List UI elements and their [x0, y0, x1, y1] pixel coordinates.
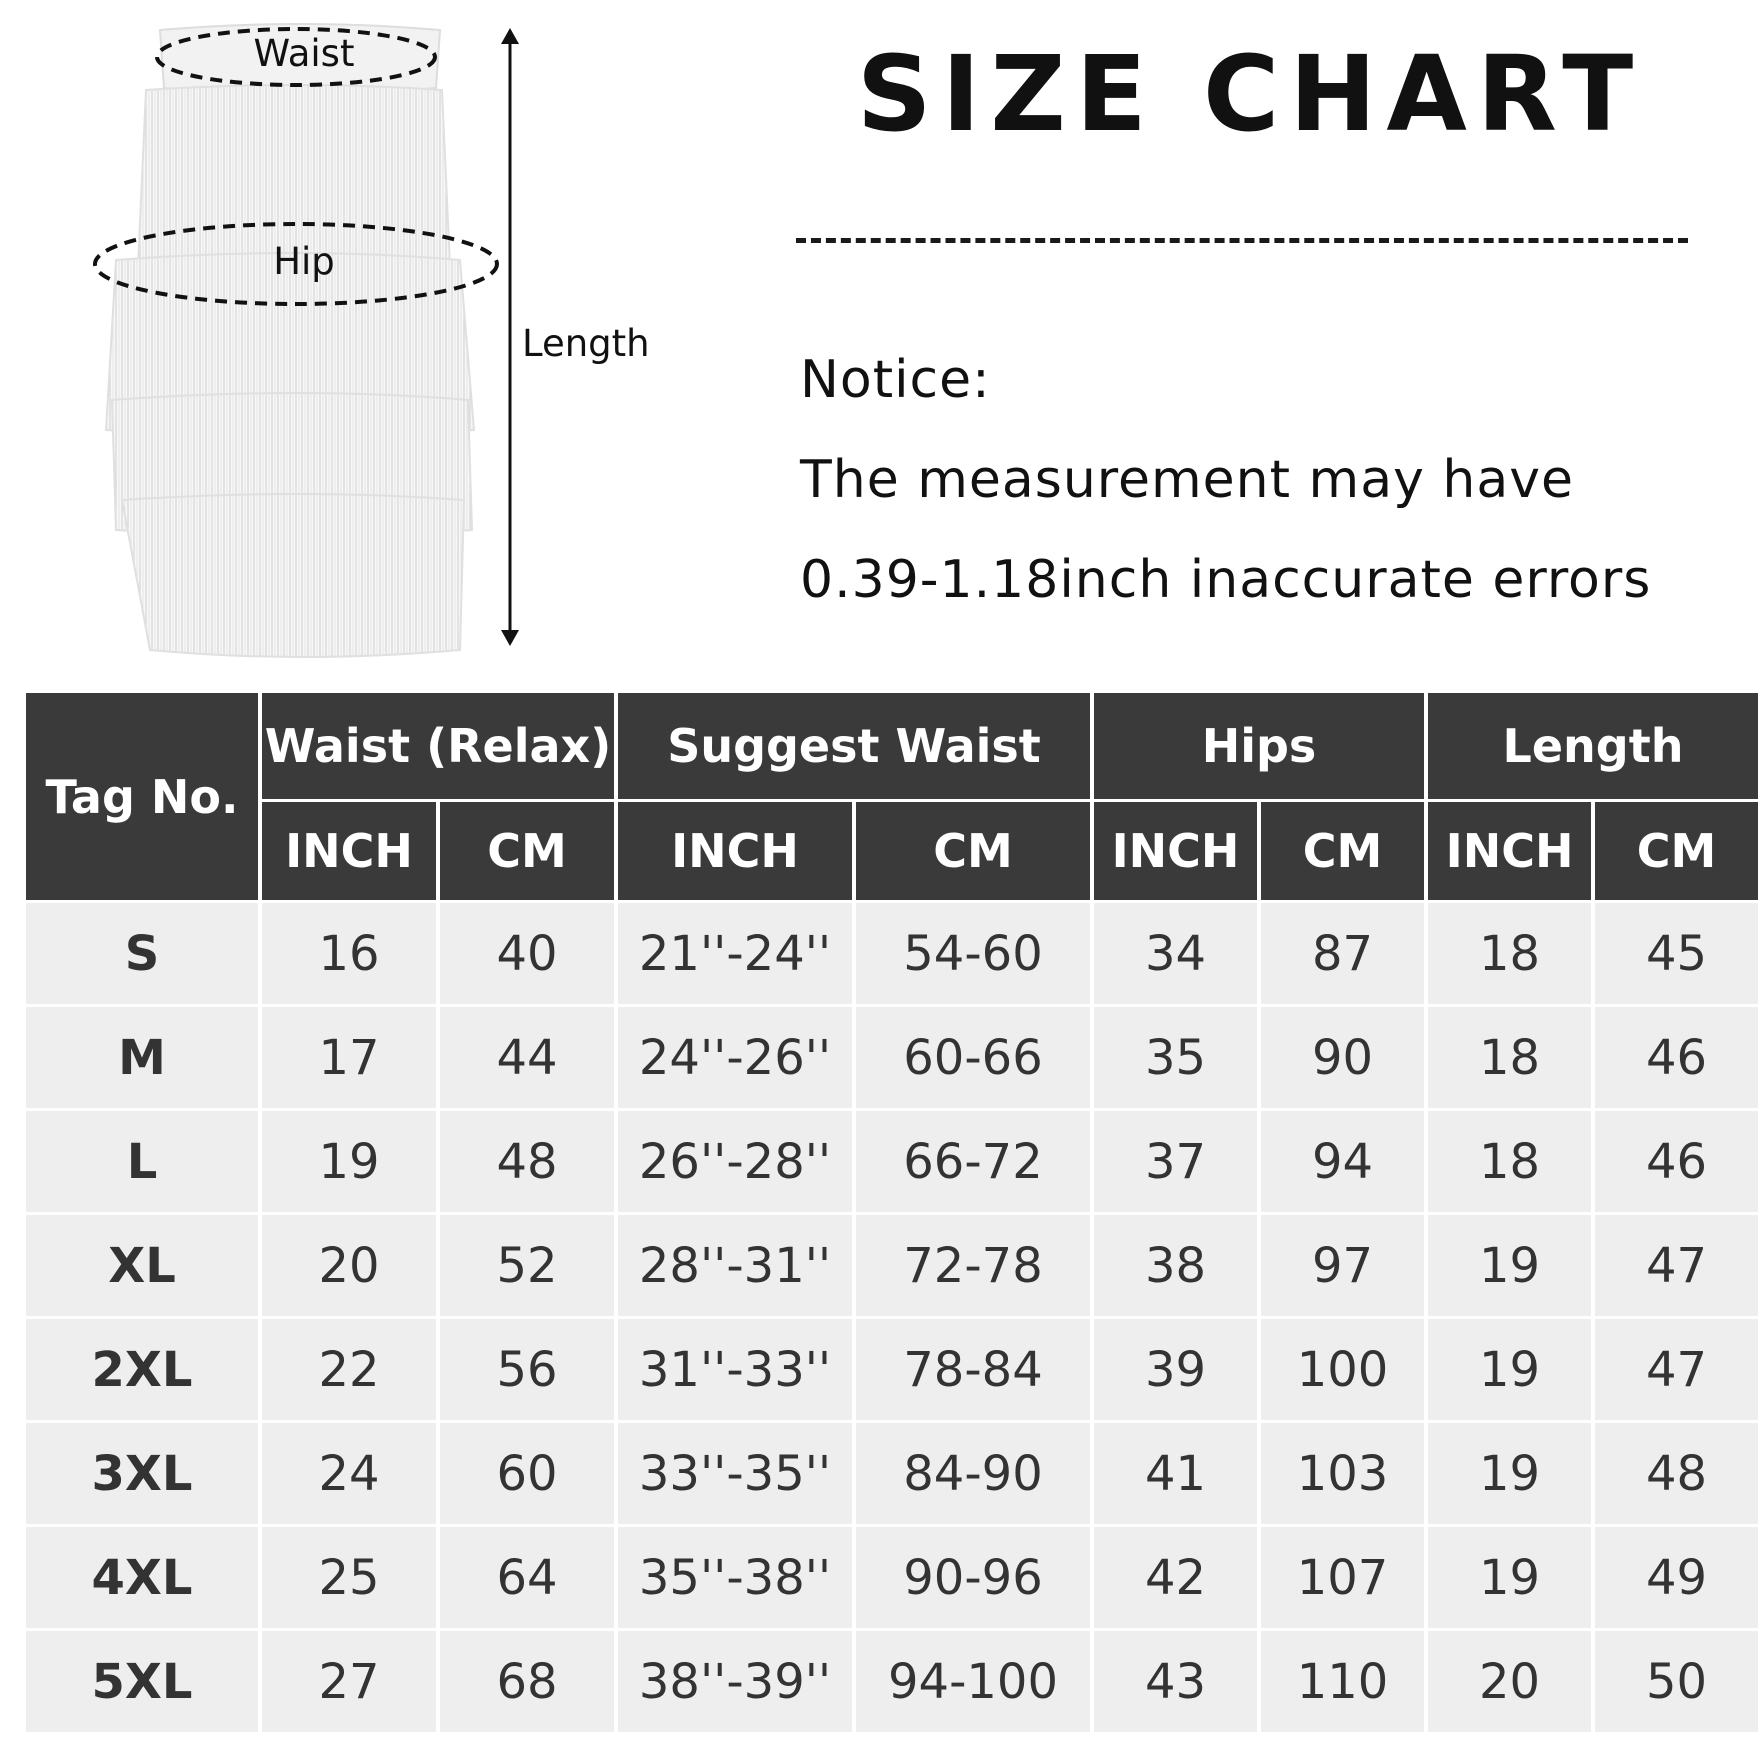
table-cell: 49: [1595, 1527, 1758, 1628]
table-row: [26, 1527, 1758, 1628]
table-cell: 90-96: [856, 1527, 1090, 1628]
table-cell: 46: [1595, 1111, 1758, 1212]
notice-text-line-1: The measurement may have: [800, 450, 1574, 510]
header-waist-relax: Waist (Relax): [262, 693, 614, 799]
table-cell: 18: [1428, 903, 1591, 1004]
tag-cell: M: [26, 1007, 258, 1108]
table-cell: 37: [1094, 1111, 1257, 1212]
hip-label: Hip: [273, 240, 335, 283]
table-cell: 47: [1595, 1215, 1758, 1316]
unit-header: INCH: [1094, 802, 1257, 900]
table-cell: 72-78: [856, 1215, 1090, 1316]
table-cell: 66-72: [856, 1111, 1090, 1212]
table-row: [26, 1319, 1758, 1420]
table-cell: 34: [1094, 903, 1257, 1004]
length-arrow-top: [501, 28, 519, 44]
table-cell: 48: [440, 1111, 614, 1212]
table-cell: 17: [262, 1007, 436, 1108]
notice-heading: Notice:: [800, 350, 991, 410]
table-cell: 19: [1428, 1527, 1591, 1628]
header-length: Length: [1428, 693, 1758, 799]
skirt-fringe-tier-4: [122, 494, 464, 657]
table-row: [26, 1007, 1758, 1108]
tag-cell: 5XL: [26, 1631, 258, 1732]
unit-header: CM: [1261, 802, 1424, 900]
table-cell: 90: [1261, 1007, 1424, 1108]
table-cell: 25: [262, 1527, 436, 1628]
skirt-figure: [60, 10, 720, 670]
table-cell: 31''-33'': [618, 1319, 852, 1420]
notice-text-line-2: 0.39-1.18inch inaccurate errors: [800, 550, 1652, 610]
header-hips: Hips: [1094, 693, 1424, 799]
table-cell: 35: [1094, 1007, 1257, 1108]
unit-header: CM: [440, 802, 614, 900]
table-cell: 43: [1094, 1631, 1257, 1732]
table-cell: 20: [1428, 1631, 1591, 1732]
tag-cell: 3XL: [26, 1423, 258, 1524]
table-row: [26, 1215, 1758, 1316]
table-cell: 19: [1428, 1215, 1591, 1316]
table-row: [26, 1631, 1758, 1732]
table-cell: 27: [262, 1631, 436, 1732]
table-cell: 103: [1261, 1423, 1424, 1524]
table-cell: 45: [1595, 903, 1758, 1004]
table-cell: 94: [1261, 1111, 1424, 1212]
table-row: [26, 1111, 1758, 1212]
table-cell: 84-90: [856, 1423, 1090, 1524]
table-cell: 35''-38'': [618, 1527, 852, 1628]
table-cell: 19: [1428, 1319, 1591, 1420]
unit-header: CM: [856, 802, 1090, 900]
tag-cell: S: [26, 903, 258, 1004]
unit-header: INCH: [1428, 802, 1591, 900]
header-tag-no: Tag No.: [26, 693, 258, 900]
table-cell: 44: [440, 1007, 614, 1108]
table-cell: 42: [1094, 1527, 1257, 1628]
table-cell: 94-100: [856, 1631, 1090, 1732]
tag-cell: 2XL: [26, 1319, 258, 1420]
table-cell: 19: [262, 1111, 436, 1212]
table-cell: 28''-31'': [618, 1215, 852, 1316]
table-cell: 46: [1595, 1007, 1758, 1108]
tag-cell: L: [26, 1111, 258, 1212]
header-suggest-waist: Suggest Waist: [618, 693, 1090, 799]
unit-header: INCH: [618, 802, 852, 900]
table-cell: 97: [1261, 1215, 1424, 1316]
table-cell: 56: [440, 1319, 614, 1420]
table-cell: 21''-24'': [618, 903, 852, 1004]
table-body: [26, 903, 1758, 1732]
table-cell: 110: [1261, 1631, 1424, 1732]
unit-header: INCH: [262, 802, 436, 900]
table-cell: 60: [440, 1423, 614, 1524]
table-cell: 18: [1428, 1111, 1591, 1212]
table-cell: 50: [1595, 1631, 1758, 1732]
table-cell: 87: [1261, 903, 1424, 1004]
table-cell: 38: [1094, 1215, 1257, 1316]
table-cell: 68: [440, 1631, 614, 1732]
table-cell: 16: [262, 903, 436, 1004]
table-cell: 39: [1094, 1319, 1257, 1420]
table-cell: 54-60: [856, 903, 1090, 1004]
table-row: [26, 1423, 1758, 1524]
table-cell: 78-84: [856, 1319, 1090, 1420]
table-cell: 47: [1595, 1319, 1758, 1420]
table-cell: 18: [1428, 1007, 1591, 1108]
dashed-divider: [796, 238, 1688, 243]
table-cell: 24: [262, 1423, 436, 1524]
table-cell: 38''-39'': [618, 1631, 852, 1732]
table-cell: 60-66: [856, 1007, 1090, 1108]
table-cell: 107: [1261, 1527, 1424, 1628]
table-cell: 19: [1428, 1423, 1591, 1524]
size-table: [22, 690, 1762, 1735]
table-cell: 52: [440, 1215, 614, 1316]
table-cell: 22: [262, 1319, 436, 1420]
table-cell: 33''-35'': [618, 1423, 852, 1524]
table-row: [26, 903, 1758, 1004]
table-cell: 41: [1094, 1423, 1257, 1524]
waist-label: Waist: [253, 32, 355, 75]
length-arrow-bottom: [501, 630, 519, 646]
table-cell: 100: [1261, 1319, 1424, 1420]
tag-cell: 4XL: [26, 1527, 258, 1628]
table-cell: 64: [440, 1527, 614, 1628]
table-cell: 24''-26'': [618, 1007, 852, 1108]
unit-header: CM: [1595, 802, 1758, 900]
table-cell: 48: [1595, 1423, 1758, 1524]
tag-cell: XL: [26, 1215, 258, 1316]
table-cell: 20: [262, 1215, 436, 1316]
length-label: Length: [522, 322, 650, 365]
table-cell: 40: [440, 903, 614, 1004]
size-chart-title: SIZE CHART: [856, 33, 1644, 155]
table-cell: 26''-28'': [618, 1111, 852, 1212]
